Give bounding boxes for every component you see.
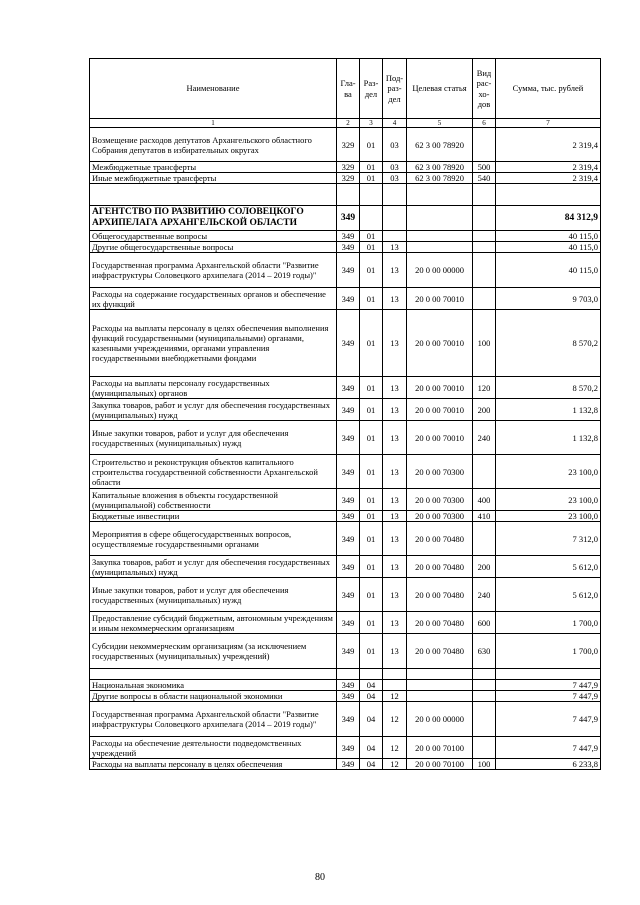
row-target	[407, 184, 473, 206]
row-subsection: 13	[383, 310, 407, 377]
row-section: 01	[360, 556, 383, 578]
header-section: Раз-дел	[360, 59, 383, 119]
row-amount: 1 132,8	[496, 399, 601, 421]
row-amount: 84 312,9	[496, 206, 601, 231]
row-target: 20 0 00 70480	[407, 522, 473, 556]
row-chapter: 349	[337, 702, 360, 737]
row-expense-type: 630	[473, 634, 496, 669]
row-chapter: 349	[337, 522, 360, 556]
row-chapter: 349	[337, 680, 360, 691]
row-amount: 9 703,0	[496, 288, 601, 310]
row-name: Возмещение расходов депутатов Архангельского областного Собрания депутатов в избирательных округах	[90, 128, 337, 162]
row-name: Межбюджетные трансферты	[90, 162, 337, 173]
table-row	[90, 231, 601, 242]
row-target: 20 0 00 70100	[407, 737, 473, 759]
row-section: 01	[360, 578, 383, 612]
row-section: 01	[360, 377, 383, 399]
row-subsection	[383, 184, 407, 206]
row-chapter: 329	[337, 173, 360, 184]
row-subsection: 13	[383, 634, 407, 669]
row-amount: 2 319,4	[496, 173, 601, 184]
table-row	[90, 489, 601, 511]
row-name: Расходы на выплаты персоналу государственных (муниципальных) органов	[90, 377, 337, 399]
row-amount: 2 319,4	[496, 162, 601, 173]
row-name: Национальная экономика	[90, 680, 337, 691]
row-section: 01	[360, 253, 383, 288]
row-expense-type	[473, 253, 496, 288]
row-amount: 7 447,9	[496, 680, 601, 691]
table-row	[90, 128, 601, 162]
row-name: Расходы на обеспечение деятельности подведомственных учреждений	[90, 737, 337, 759]
row-section	[360, 184, 383, 206]
row-expense-type	[473, 231, 496, 242]
table-row	[90, 522, 601, 556]
column-number: 3	[360, 119, 383, 128]
table-row	[90, 377, 601, 399]
row-subsection: 13	[383, 556, 407, 578]
row-section: 04	[360, 680, 383, 691]
row-amount: 7 447,9	[496, 702, 601, 737]
column-number: 1	[90, 119, 337, 128]
header-chapter: Гла-ва	[337, 59, 360, 119]
table-row	[90, 421, 601, 455]
row-expense-type: 200	[473, 399, 496, 421]
row-subsection: 13	[383, 421, 407, 455]
row-expense-type: 240	[473, 578, 496, 612]
table-row	[90, 310, 601, 377]
row-subsection: 12	[383, 702, 407, 737]
row-target: 62 3 00 78920	[407, 128, 473, 162]
row-target: 62 3 00 78920	[407, 162, 473, 173]
row-expense-type	[473, 737, 496, 759]
row-expense-type	[473, 455, 496, 489]
row-expense-type: 600	[473, 612, 496, 634]
row-target: 20 0 00 70010	[407, 399, 473, 421]
row-amount: 5 612,0	[496, 556, 601, 578]
row-subsection: 13	[383, 455, 407, 489]
row-subsection: 13	[383, 578, 407, 612]
row-subsection: 13	[383, 522, 407, 556]
row-chapter	[337, 669, 360, 680]
budget-table-body	[90, 128, 601, 770]
row-expense-type	[473, 242, 496, 253]
column-number: 5	[407, 119, 473, 128]
row-name: Закупка товаров, работ и услуг для обеспечения государственных (муниципальных) нужд	[90, 556, 337, 578]
row-amount	[496, 184, 601, 206]
row-name: Расходы на выплаты персоналу в целях обеспечения	[90, 759, 337, 770]
page-number: 80	[315, 872, 325, 883]
table-row	[90, 578, 601, 612]
row-target: 20 0 00 70010	[407, 377, 473, 399]
row-expense-type	[473, 288, 496, 310]
row-chapter: 349	[337, 310, 360, 377]
row-expense-type: 410	[473, 511, 496, 522]
row-chapter: 349	[337, 455, 360, 489]
row-subsection: 03	[383, 128, 407, 162]
row-amount: 40 115,0	[496, 231, 601, 242]
row-section: 01	[360, 612, 383, 634]
table-row	[90, 680, 601, 691]
table-row	[90, 253, 601, 288]
row-section: 01	[360, 634, 383, 669]
row-amount: 1 132,8	[496, 421, 601, 455]
row-name: Расходы на выплаты персоналу в целях обеспечения выполнения функций государственными (муниципальными) органами, казенными учреждениями, органами управления государственными внебюджетными фондами	[90, 310, 337, 377]
row-subsection: 13	[383, 511, 407, 522]
row-target	[407, 680, 473, 691]
column-number: 7	[496, 119, 601, 128]
row-subsection: 12	[383, 691, 407, 702]
row-amount: 40 115,0	[496, 253, 601, 288]
row-expense-type: 500	[473, 162, 496, 173]
row-target	[407, 669, 473, 680]
row-chapter: 349	[337, 489, 360, 511]
row-subsection	[383, 669, 407, 680]
row-name: Иные межбюджетные трансферты	[90, 173, 337, 184]
row-target: 20 0 00 70480	[407, 612, 473, 634]
row-chapter: 349	[337, 634, 360, 669]
row-name: Строительство и реконструкция объектов капитального строительства государственной собственности Архангельской области	[90, 455, 337, 489]
row-subsection: 13	[383, 489, 407, 511]
table-row	[90, 691, 601, 702]
row-name: Субсидии некоммерческим организациям (за исключением государственных (муниципальных) учреждений)	[90, 634, 337, 669]
row-target: 20 0 00 00000	[407, 702, 473, 737]
row-subsection: 03	[383, 162, 407, 173]
row-name: Иные закупки товаров, работ и услуг для обеспечения государственных (муниципальных) нужд	[90, 578, 337, 612]
row-subsection: 13	[383, 377, 407, 399]
row-name: Иные закупки товаров, работ и услуг для обеспечения государственных (муниципальных) нужд	[90, 421, 337, 455]
row-chapter: 349	[337, 288, 360, 310]
row-expense-type: 400	[473, 489, 496, 511]
row-chapter: 329	[337, 128, 360, 162]
row-section: 01	[360, 173, 383, 184]
row-subsection	[383, 680, 407, 691]
row-target: 20 0 00 70300	[407, 511, 473, 522]
row-section: 04	[360, 737, 383, 759]
column-number: 4	[383, 119, 407, 128]
row-amount: 7 312,0	[496, 522, 601, 556]
header-expense-type: Вид рас-хо-дов	[473, 59, 496, 119]
row-chapter: 349	[337, 377, 360, 399]
table-row	[90, 702, 601, 737]
row-name: Капитальные вложения в объекты государственной (муниципальной) собственности	[90, 489, 337, 511]
row-subsection: 03	[383, 173, 407, 184]
row-section: 01	[360, 399, 383, 421]
row-chapter: 349	[337, 737, 360, 759]
row-target: 20 0 00 00000	[407, 253, 473, 288]
row-name: Закупка товаров, работ и услуг для обеспечения государственных (муниципальных) нужд	[90, 399, 337, 421]
row-target: 20 0 00 70010	[407, 288, 473, 310]
row-expense-type	[473, 184, 496, 206]
row-expense-type: 540	[473, 173, 496, 184]
row-expense-type	[473, 702, 496, 737]
budget-table	[89, 58, 601, 770]
row-chapter	[337, 184, 360, 206]
row-amount: 40 115,0	[496, 242, 601, 253]
row-name: Предоставление субсидий бюджетным, автономным учреждениям и иным некоммерческим организациям	[90, 612, 337, 634]
row-name: Общегосударственные вопросы	[90, 231, 337, 242]
row-expense-type: 100	[473, 310, 496, 377]
row-section: 04	[360, 759, 383, 770]
row-amount: 5 612,0	[496, 578, 601, 612]
row-subsection: 13	[383, 288, 407, 310]
table-row	[90, 288, 601, 310]
row-amount: 8 570,2	[496, 377, 601, 399]
row-expense-type: 240	[473, 421, 496, 455]
row-expense-type	[473, 522, 496, 556]
table-row	[90, 737, 601, 759]
row-subsection	[383, 231, 407, 242]
row-subsection: 12	[383, 759, 407, 770]
row-section	[360, 206, 383, 231]
row-chapter: 349	[337, 578, 360, 612]
row-subsection: 13	[383, 399, 407, 421]
row-chapter: 349	[337, 691, 360, 702]
row-chapter: 349	[337, 399, 360, 421]
table-row	[90, 184, 601, 206]
row-chapter: 329	[337, 162, 360, 173]
row-expense-type	[473, 206, 496, 231]
table-row	[90, 556, 601, 578]
row-expense-type: 200	[473, 556, 496, 578]
row-expense-type	[473, 669, 496, 680]
row-chapter: 349	[337, 511, 360, 522]
row-chapter: 349	[337, 242, 360, 253]
row-chapter: 349	[337, 231, 360, 242]
row-subsection: 12	[383, 737, 407, 759]
row-name: Бюджетные инвестиции	[90, 511, 337, 522]
row-chapter: 349	[337, 421, 360, 455]
row-amount: 23 100,0	[496, 511, 601, 522]
row-expense-type: 100	[473, 759, 496, 770]
row-chapter: 349	[337, 759, 360, 770]
row-expense-type	[473, 128, 496, 162]
header-row	[90, 59, 601, 119]
row-amount: 7 447,9	[496, 737, 601, 759]
row-target: 20 0 00 70480	[407, 578, 473, 612]
row-section: 04	[360, 702, 383, 737]
row-section: 01	[360, 522, 383, 556]
header-amount: Сумма, тыс. рублей	[496, 59, 601, 119]
row-amount	[496, 669, 601, 680]
row-chapter: 349	[337, 253, 360, 288]
row-name	[90, 669, 337, 680]
row-subsection: 13	[383, 612, 407, 634]
column-number: 6	[473, 119, 496, 128]
row-section: 04	[360, 691, 383, 702]
row-section: 01	[360, 162, 383, 173]
table-row	[90, 669, 601, 680]
row-section: 01	[360, 455, 383, 489]
row-name: Мероприятия в сфере общегосударственных вопросов, осуществляемые государственными органами	[90, 522, 337, 556]
row-section: 01	[360, 511, 383, 522]
table-row	[90, 399, 601, 421]
row-section: 01	[360, 310, 383, 377]
row-target: 20 0 00 70010	[407, 421, 473, 455]
row-amount: 6 233,8	[496, 759, 601, 770]
row-amount: 1 700,0	[496, 612, 601, 634]
row-amount: 7 447,9	[496, 691, 601, 702]
row-target: 20 0 00 70300	[407, 489, 473, 511]
row-target: 20 0 00 70300	[407, 455, 473, 489]
table-row	[90, 511, 601, 522]
row-target: 20 0 00 70480	[407, 634, 473, 669]
row-amount: 23 100,0	[496, 455, 601, 489]
table-row	[90, 162, 601, 173]
table-row	[90, 206, 601, 231]
row-section: 01	[360, 231, 383, 242]
column-number-row	[90, 119, 601, 128]
row-amount: 1 700,0	[496, 634, 601, 669]
header-target: Целевая статья	[407, 59, 473, 119]
row-subsection: 13	[383, 253, 407, 288]
table-row	[90, 242, 601, 253]
row-chapter: 349	[337, 612, 360, 634]
row-target: 20 0 00 70100	[407, 759, 473, 770]
row-amount: 23 100,0	[496, 489, 601, 511]
column-number: 2	[337, 119, 360, 128]
row-target	[407, 242, 473, 253]
row-chapter: 349	[337, 206, 360, 231]
row-name: Другие общегосударственные вопросы	[90, 242, 337, 253]
row-section	[360, 669, 383, 680]
row-target	[407, 231, 473, 242]
header-subsection: Под-раз-дел	[383, 59, 407, 119]
table-row	[90, 759, 601, 770]
row-section: 01	[360, 421, 383, 455]
row-name: АГЕНТСТВО ПО РАЗВИТИЮ СОЛОВЕЦКОГО АРХИПЕЛАГА АРХАНГЕЛЬСКОЙ ОБЛАСТИ	[90, 206, 337, 231]
row-section: 01	[360, 242, 383, 253]
row-target	[407, 206, 473, 231]
table-row	[90, 612, 601, 634]
row-name: Государственная программа Архангельской области "Развитие инфраструктуры Соловецкого архипелага (2014 – 2019 годы)"	[90, 702, 337, 737]
row-amount: 2 319,4	[496, 128, 601, 162]
row-name	[90, 184, 337, 206]
row-section: 01	[360, 489, 383, 511]
row-name: Другие вопросы в области национальной экономики	[90, 691, 337, 702]
row-expense-type	[473, 691, 496, 702]
row-target: 20 0 00 70480	[407, 556, 473, 578]
row-expense-type: 120	[473, 377, 496, 399]
row-name: Государственная программа Архангельской области "Развитие инфраструктуры Соловецкого архипелага (2014 – 2019 годы)"	[90, 253, 337, 288]
row-expense-type	[473, 680, 496, 691]
header-name: Наименование	[90, 59, 337, 119]
table-row	[90, 173, 601, 184]
row-target: 62 3 00 78920	[407, 173, 473, 184]
table-row	[90, 455, 601, 489]
row-chapter: 349	[337, 556, 360, 578]
row-section: 01	[360, 288, 383, 310]
row-target	[407, 691, 473, 702]
table-row	[90, 634, 601, 669]
row-subsection: 13	[383, 242, 407, 253]
row-amount: 8 570,2	[496, 310, 601, 377]
row-subsection	[383, 206, 407, 231]
row-section: 01	[360, 128, 383, 162]
row-target: 20 0 00 70010	[407, 310, 473, 377]
row-name: Расходы на содержание государственных органов и обеспечение их функций	[90, 288, 337, 310]
